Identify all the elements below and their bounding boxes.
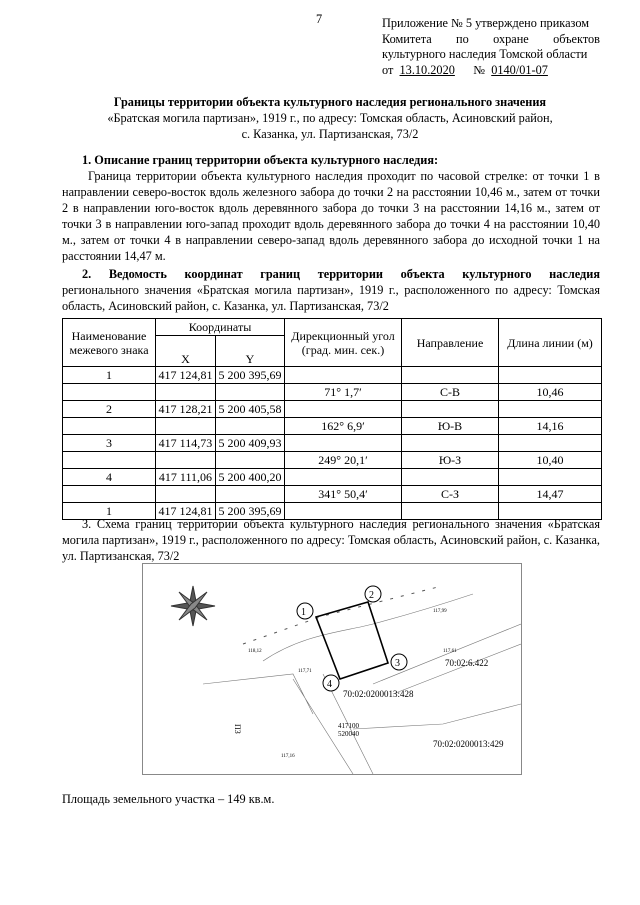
table-cell (499, 367, 602, 384)
table-cell: 10,40 (499, 452, 602, 469)
page-number: 7 (316, 12, 323, 26)
section-heading: 1. Описание границ территории объекта культурного наследия: (82, 153, 439, 167)
table-cell (215, 418, 284, 435)
table-cell: 162° 6,9′ (285, 418, 402, 435)
table-row (63, 452, 602, 469)
header-y: Y (215, 336, 284, 367)
approval-date: 13.10.2020 (399, 62, 455, 77)
title-line: с. Казанка, ул. Партизанская, 73/2 (241, 127, 419, 141)
table-cell (63, 384, 156, 401)
table-cell: 417 124,81 (156, 503, 216, 520)
table-cell (499, 435, 602, 452)
table-cell (215, 452, 284, 469)
table-cell: 10,46 (499, 384, 602, 401)
header-coords: Координаты (156, 319, 285, 336)
point-3-label: 3 (395, 658, 400, 669)
parcel-label: 70:02:6.422 (445, 658, 489, 668)
height-mark: 117,71 (298, 669, 312, 674)
approval-line (382, 32, 600, 48)
table-cell: 417 128,21 (156, 401, 216, 418)
compass-rose-icon (171, 586, 215, 626)
header-name: Наименование межевого знака (63, 319, 156, 367)
table-cell (499, 469, 602, 486)
approval-number: 0140/01-07 (491, 62, 548, 77)
point-2-label: 2 (369, 590, 374, 601)
w: № (473, 62, 486, 77)
parcel-label: 70:02:0200013:429 (433, 739, 504, 749)
title-line: Границы территории объекта культурного наследия регионального значения (113, 95, 547, 109)
section-text: регионального значения «Братская могила партизан», 1919 г., расположенного по адресу: Томская область, Асиновский район, с. Казанка, ул. Партизанская, 73/2 (62, 283, 600, 313)
header-angle: Дирекционный угол (град. мин. сек.) (285, 319, 402, 367)
table-cell (215, 486, 284, 503)
table-cell (285, 401, 402, 418)
table-cell (402, 469, 499, 486)
parcel-label: 70:02:0200013:428 (343, 689, 414, 699)
table-cell (156, 384, 216, 401)
table-cell (285, 435, 402, 452)
boundary-polygon (316, 602, 388, 679)
table-row (63, 401, 602, 418)
table-cell: 5 200 395,69 (215, 367, 284, 384)
w: объектов (553, 31, 600, 46)
table-cell: Ю-В (402, 418, 499, 435)
coord-label: 417100 (338, 722, 359, 730)
table-cell: 417 114,73 (156, 435, 216, 452)
table-cell (156, 418, 216, 435)
boundary-scheme-map (142, 563, 522, 775)
table-cell (156, 452, 216, 469)
table-cell: 5 200 405,58 (215, 401, 284, 418)
table-cell: 1 (63, 503, 156, 520)
header-length: Длина линии (м) (499, 319, 602, 367)
section-3 (62, 516, 600, 564)
document-title (60, 94, 600, 142)
table-cell: 1 (63, 367, 156, 384)
title-line: «Братская могила партизан», 1919 г., по адресу: Томская область, Асиновский район, (107, 111, 553, 125)
w: охране (493, 31, 529, 46)
table-cell: С-В (402, 384, 499, 401)
table-cell: 4 (63, 469, 156, 486)
table-row (63, 486, 602, 503)
height-mark: 117,99 (433, 609, 447, 614)
table-cell: Ю-З (402, 452, 499, 469)
coordinates-table (62, 318, 602, 520)
table-cell: С-З (402, 486, 499, 503)
table-cell: 14,16 (499, 418, 602, 435)
table-row (63, 384, 602, 401)
table-row (63, 469, 602, 486)
section-heading: 2. Ведомость координат границ территории объекта культурного наследия (82, 267, 600, 281)
approval-line: культурного наследия Томской области (382, 47, 588, 61)
w: Комитета (382, 31, 432, 46)
table-row (63, 435, 602, 452)
table-cell (156, 486, 216, 503)
point-1-label: 1 (301, 607, 306, 618)
table-row (63, 367, 602, 384)
coord-label: 520040 (338, 730, 359, 738)
height-mark: 117,16 (281, 754, 295, 759)
table-cell: 2 (63, 401, 156, 418)
point-4-label: 4 (327, 679, 332, 690)
table-cell (285, 367, 402, 384)
table-cell: 417 111,06 (156, 469, 216, 486)
table-row (63, 418, 602, 435)
table-cell (215, 384, 284, 401)
table-cell (63, 418, 156, 435)
table-cell: 5 200 409,93 (215, 435, 284, 452)
street-label: ПЗ (233, 724, 242, 734)
header-x: X (156, 336, 216, 367)
table-cell (402, 401, 499, 418)
section-text: 3. Схема границ территории объекта культурного наследия регионального значения «Братская могила партизан», 1919 г., расположенного по адресу: Томская область, Асиновский район, с. Казанка, ул. Партизанская, 73/2 (62, 517, 600, 563)
table-cell: 71° 1,7′ (285, 384, 402, 401)
table-cell (402, 435, 499, 452)
table-cell: 5 200 400,20 (215, 469, 284, 486)
section-text: Граница территории объекта культурного наследия проходит по часовой стрелке: от точки 1 в направлении северо-восток вдоль железного забора до точки 2 на расстоянии 10,46 м., затем от точки 2 в направлении юго-восток вдоль деревянного забора до точки 3 на расстоянии 14,16 м., затем от точки 3 в направлении юго-запад проходит вдоль деревянного забора до точки 4 на расстоянии 10,40 м., затем от точки 4 в направлении северо-запад вдоль деревянного забора до исходной точки 1 на расстоянии 14,47 м. (62, 169, 600, 263)
approval-line: Приложение № 5 утверждено приказом (382, 16, 590, 30)
table-cell (402, 367, 499, 384)
table-cell: 3 (63, 435, 156, 452)
table-cell (63, 452, 156, 469)
w: от (382, 62, 394, 77)
header-direction: Направление (402, 319, 499, 367)
area-text: Площадь земельного участка – 149 кв.м. (62, 792, 275, 806)
table-cell: 14,47 (499, 486, 602, 503)
height-mark: 117,61 (443, 649, 457, 654)
table-cell: 417 124,81 (156, 367, 216, 384)
approval-block (382, 16, 600, 78)
table-cell (499, 401, 602, 418)
section-2 (62, 266, 600, 314)
approval-date-line (382, 63, 600, 79)
table-cell (63, 486, 156, 503)
table-cell: 249° 20,1′ (285, 452, 402, 469)
table-cell (285, 469, 402, 486)
section-1 (62, 152, 600, 264)
w: по (456, 31, 469, 46)
height-mark: 118,12 (248, 649, 262, 654)
table-cell: 5 200 395,69 (215, 503, 284, 520)
table-cell: 341° 50,4′ (285, 486, 402, 503)
